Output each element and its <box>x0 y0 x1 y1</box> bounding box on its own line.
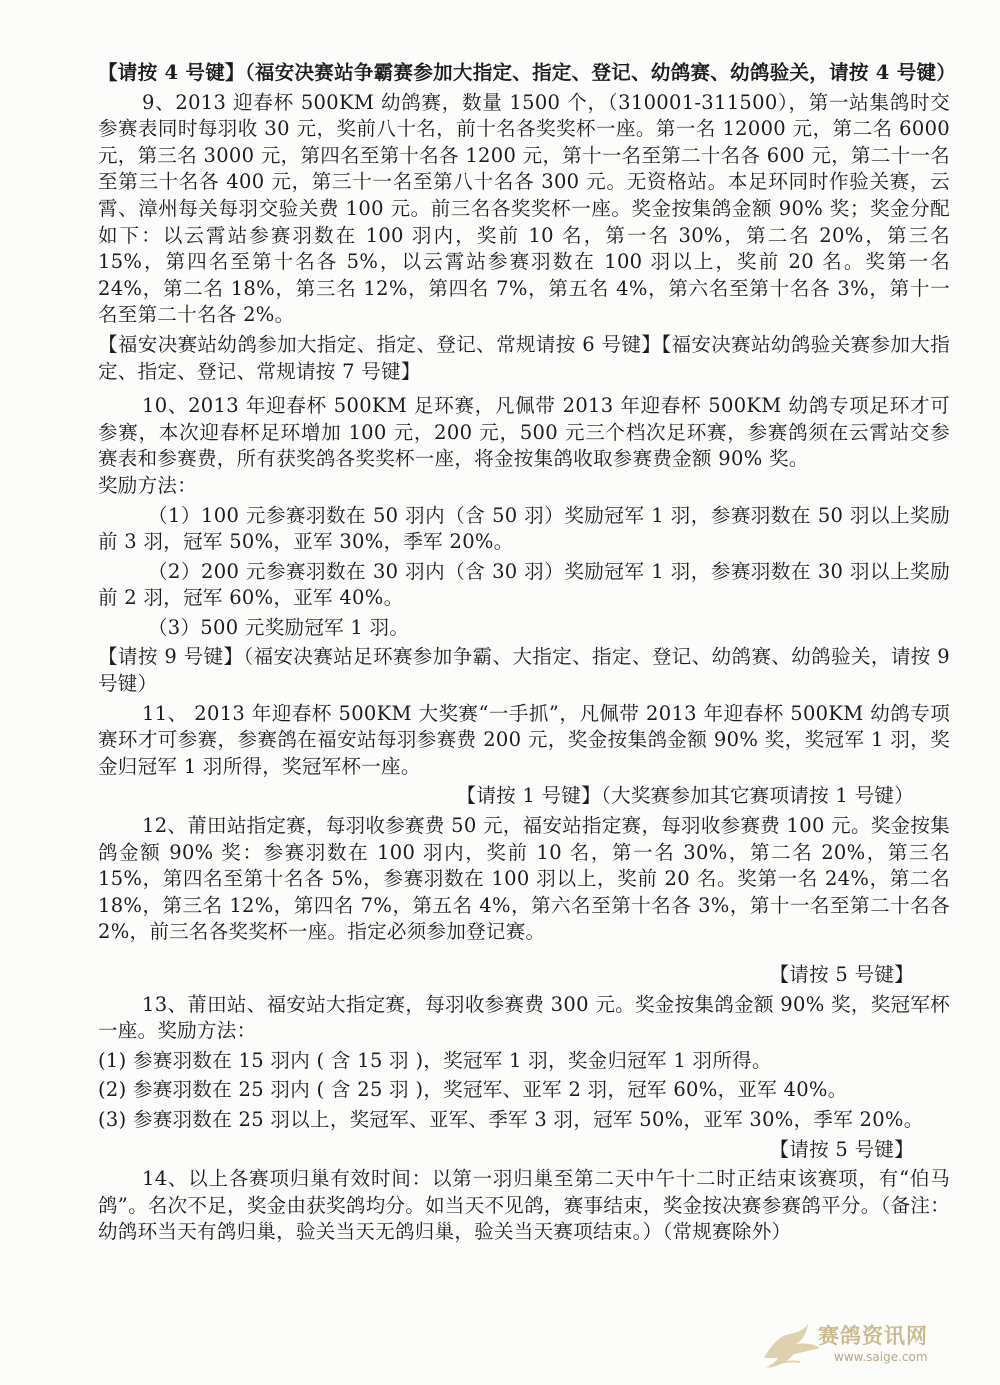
paragraph-reward-2: （2）200 元参赛羽数在 30 羽内（含 30 羽）奖励冠军 1 羽，参赛羽数在 30 羽以上奖励前 2 羽，冠军 60%，亚军 40%。 <box>98 559 950 610</box>
paragraph-item-11: 11、 2013 年迎春杯 500KM 大奖赛“一手抓”，凡佩带 2013 年迎春杯 500KM 幼鸽专项赛环才可参赛，参赛鸽在福安站每羽参赛费 200 元，奖金按集鸽金额 90% 奖，奖冠军 1 羽，奖金归冠军 1 羽所得，奖冠军杯一座。 <box>98 701 950 778</box>
paragraph-reward-1: （1）100 元参赛羽数在 50 羽内（含 50 羽）奖励冠军 1 羽，参赛羽数在 50 羽以上奖励前 3 羽，冠军 50%，亚军 30%，季军 20%。 <box>98 503 950 554</box>
watermark-url: www.saige.com <box>834 1350 928 1364</box>
pigeon-logo-icon <box>756 1318 826 1374</box>
paragraph-item-13: 13、莆田站、福安站大指定赛，每羽收参赛费 300 元。奖金按集鸽金额 90% 奖，奖冠军杯一座。奖励方法： <box>98 992 950 1043</box>
paragraph-key5-note-b: 【请按 5 号键】 <box>769 1137 914 1161</box>
paragraph-item-9: 9、2013 迎春杯 500KM 幼鸽赛，数量 1500 个，（310001-311500），第一站集鸽时交参赛表同时每羽收 30 元，奖前八十名，前十名各奖奖杯一座。第一名 12000 元，第二名 6000 元，第三名 3000 元，第四名至第十名各 1200 元，第十一名至第二十名各 600 元，第二十一名至第三十名各 400 元，第三十一名至第八十名各 300 元。无资格站。本足环同时作验关赛，云霄、漳州每关每羽交验关费 100 元。前三名各奖奖杯一座。奖金按集鸽金额 90% 奖；奖金分配如下：以云霄站参赛羽数在 100 羽内，奖前 10 名，第一名 30%，第二名 20%，第三名 15%，第四名至第十名各 5%，以云霄站参赛羽数在 100 羽以上，奖前 20 名。奖第一名 24%，第二名 18%，第三名 12%，第四名 7%，第五名 4%，第六名至第十名各 3%，第十一名至第二十名各 2%。 <box>98 90 950 327</box>
paragraph-item-10: 10、2013 年迎春杯 500KM 足环赛，凡佩带 2013 年迎春杯 500KM 幼鸽专项足环才可参赛，本次迎春杯足环增加 100 元，200 元，500 元三个档次足环赛，参赛鸽须在云霄站交参赛表和参赛费，所有获奖鸽各奖奖杯一座，将金按集鸽收取参赛费金额 90% 奖。 <box>98 394 950 471</box>
paragraph-item-12: 12、莆田站指定赛，每羽收参赛费 50 元，福安站指定赛，每羽收参赛费 100 元。奖金按集鸽金额 90% 奖：参赛羽数在 100 羽内，奖前 10 名，第一名 30%，第二名 20%，第三名 15%，第四名至第十名各 5%，参赛羽数在 100 羽以上，奖前 20 名。奖第一名 24%，第二名 18%，第三名 12%，第四名 7%，第五名 4%，第六名至第十名各 3%，第十一名至第二十名各 2%，前三名各奖奖杯一座。指定必须参加登记赛。 <box>98 814 950 944</box>
paragraph-key1-note: 【请按 1 号键】（大奖赛参加其它赛项请按 1 号键） <box>456 784 914 808</box>
document-page <box>98 60 957 1246</box>
paragraph-item-13-2: (2) 参赛羽数在 25 羽内 ( 含 25 羽 )，奖冠军、亚军 2 羽，冠军 60%，亚军 40%。 <box>98 1078 848 1102</box>
paragraph-item-14: 14、以上各赛项归巢有效时间：以第一羽归巢至第二天中午十二时正结束该赛项，有“伯马鸽”。名次不足，奖金由获奖鸽均分。如当天不见鸽，赛事结束，奖金按决赛参赛鸽平分。（备注：幼鸽环当天有鸽归巢，验关当天无鸽归巢，验关当天赛项结束。）（常规赛除外） <box>98 1167 950 1244</box>
paragraph-key6-7-note: 【福安决赛站幼鸽参加大指定、指定、登记、常规请按 6 号键】【福安决赛站幼鸽验关赛参加大指定、指定、登记、常规请按 7 号键】 <box>98 332 950 383</box>
paragraph-item-13-1: (1) 参赛羽数在 15 羽内 ( 含 15 羽 )，奖冠军 1 羽，奖金归冠军 1 羽所得。 <box>98 1048 772 1072</box>
watermark-site-name: 赛鸽资讯网 <box>818 1324 928 1348</box>
paragraph-item-13-3: (3) 参赛羽数在 25 羽以上，奖冠军、亚军、季军 3 羽，冠军 50%，亚军 30%，季军 20%。 <box>98 1107 924 1131</box>
paragraph-key5-note-a: 【请按 5 号键】 <box>769 963 914 986</box>
paragraph-key9-note: 【请按 9 号键】（福安决赛站足环赛参加争霸、大指定、指定、登记、幼鸽赛、幼鸽验关，请按 9 号键） <box>98 645 950 696</box>
paragraph-reward-method: 奖励方法： <box>98 473 198 497</box>
site-watermark <box>756 1318 966 1374</box>
paragraph-reward-3: （3）500 元奖励冠军 1 羽。 <box>148 615 410 639</box>
paragraph-key4-note: 【请按 4 号键】（福安决赛站争霸赛参加大指定、指定、登记、幼鸽赛、幼鸽验关，请按 4 号键） <box>98 61 957 84</box>
